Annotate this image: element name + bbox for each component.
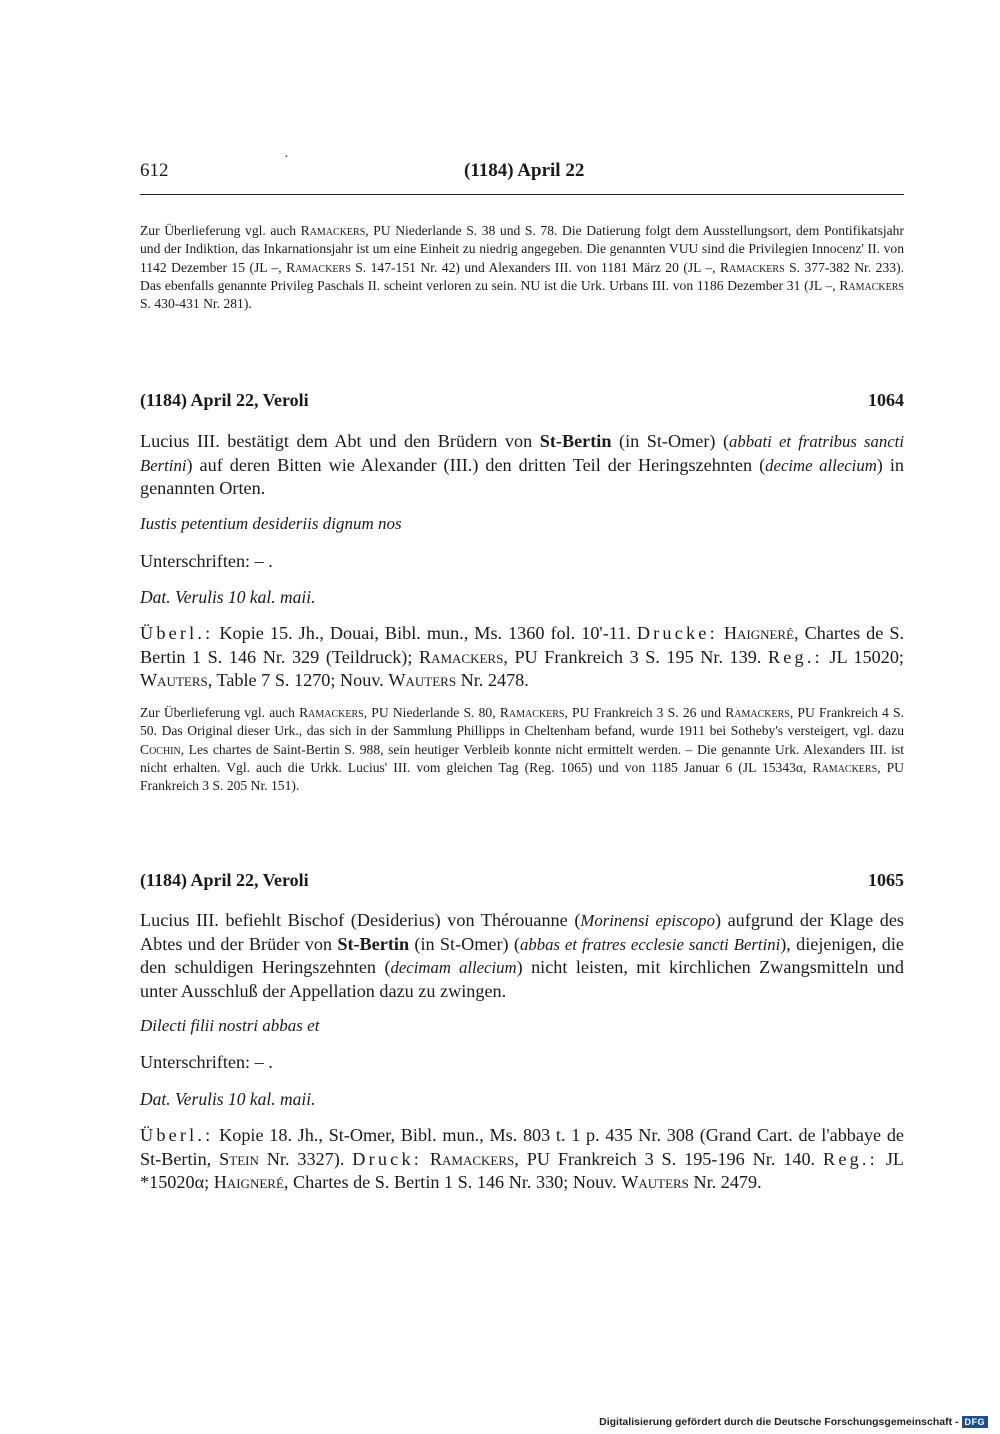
entry-heading-date: (1184) April 22, Veroli	[140, 870, 309, 890]
entry-number: 1065	[868, 870, 904, 890]
running-title: (1184) April 22	[464, 160, 585, 181]
stray-mark: ·	[284, 150, 289, 165]
entry-1065-heading	[140, 870, 904, 891]
dfg-logo: DFG	[962, 1416, 989, 1428]
entry-1064-heading	[140, 390, 904, 411]
header-rule	[140, 194, 904, 195]
page-number: 612	[140, 160, 169, 181]
entry-1065-subscriptions: Unterschriften: – .	[140, 1052, 273, 1072]
entry-heading-date: (1184) April 22, Veroli	[140, 390, 309, 410]
entry-1065-dating: Dat. Verulis 10 kal. maii.	[140, 1089, 316, 1109]
funding-footer	[599, 1416, 988, 1428]
entry-1065-summary: Lucius III. befiehlt Bischof (Desiderius) von Thérouanne (Morinensi episcopo) aufgrund der Klage des Abtes und der Brüder von St-Bertin (in St-Omer) (abbas et fratres ecclesie sancti Bertini), diejenigen, die den schuldigen Heringszehnten (decimam allecium) nicht leisten, mit kirchlichen Zwangsmitteln und unter Ausschluß der Appellation dazu zu zwingen.	[140, 910, 904, 1001]
entry-1064-subscriptions: Unterschriften: – .	[140, 551, 273, 571]
entry-number: 1064	[868, 390, 904, 410]
entry-1064-dating: Dat. Verulis 10 kal. maii.	[140, 587, 316, 607]
entry-1064-summary: Lucius III. bestätigt dem Abt und den Brüdern von St-Bertin (in St-Omer) (abbati et fratribus sancti Bertini) auf deren Bitten wie Alexander (III.) den dritten Teil der Heringszehnten (decime allecium) in genannten Orten.	[140, 431, 904, 498]
entry-1064-sources: Überl.: Kopie 15. Jh., Douai, Bibl. mun., Ms. 1360 fol. 10'-11. Drucke: Haigneré, Chartes de S. Bertin 1 S. 146 Nr. 329 (Teildruck); Ramackers, PU Frankreich 3 S. 195 Nr. 139. Reg.: JL 15020; Wauters, Table 7 S. 1270; Nouv. Wauters Nr. 2478.	[140, 623, 905, 690]
entry-1064-incipit: Iustis petentium desideriis dignum nos	[140, 514, 402, 533]
entry-1065-incipit: Dilecti filii nostri abbas et	[140, 1016, 320, 1035]
footer-text: Digitalisierung gefördert durch die Deutsche Forschungsgemeinschaft -	[599, 1416, 959, 1428]
entry-1065-sources: Überl.: Kopie 18. Jh., St-Omer, Bibl. mun., Ms. 803 t. 1 p. 435 Nr. 308 (Grand Cart. de l'abbaye de St-Bertin, Stein Nr. 3327). Druck: Ramackers, PU Frankreich 3 S. 195-196 Nr. 140. Reg.: JL *15020α; Haigneré, Chartes de S. Bertin 1 S. 146 Nr. 330; Nouv. Wauters Nr. 2479.	[140, 1125, 905, 1192]
top-note: Zur Überlieferung vgl. auch Ramackers, PU Niederlande S. 38 und S. 78. Die Datierung folgt dem Ausstellungsort, dem Pontifikatsjahr und der Indiktion, das Inkarnationsjahr ist um eine Einheit zu niedrig angegeben. Die genannten VUU sind die Privilegien Innocenz' II. von 1142 Dezember 15 (JL –, Ramackers S. 147-151 Nr. 42) und Alexanders III. von 1181 März 20 (JL –, Ramackers S. 377-382 Nr. 233). Das ebenfalls genannte Privileg Paschals II. scheint verloren zu sein. NU ist die Urk. Urbans III. von 1186 Dezember 31 (JL –, Ramackers S. 430-431 Nr. 281).	[140, 223, 904, 312]
entry-1064-note: Zur Überlieferung vgl. auch Ramackers, PU Niederlande S. 80, Ramackers, PU Frankreich 3 S. 26 und Ramackers, PU Frankreich 4 S. 50. Das Original dieser Urk., das sich in der Sammlung Phillipps in Cheltenham befand, wurde 1911 bei Sotheby's versteigert, vgl. dazu Cochin, Les chartes de Saint-Bertin S. 988, sein heutiger Verbleib konnte nicht ermittelt werden. – Die genannte Urk. Alexanders III. ist nicht erhalten. Vgl. auch die Urkk. Lucius' III. vom gleichen Tag (Reg. 1065) und von 1185 Januar 6 (JL 15343α, Ramackers, PU Frankreich 3 S. 205 Nr. 151).	[140, 705, 905, 794]
